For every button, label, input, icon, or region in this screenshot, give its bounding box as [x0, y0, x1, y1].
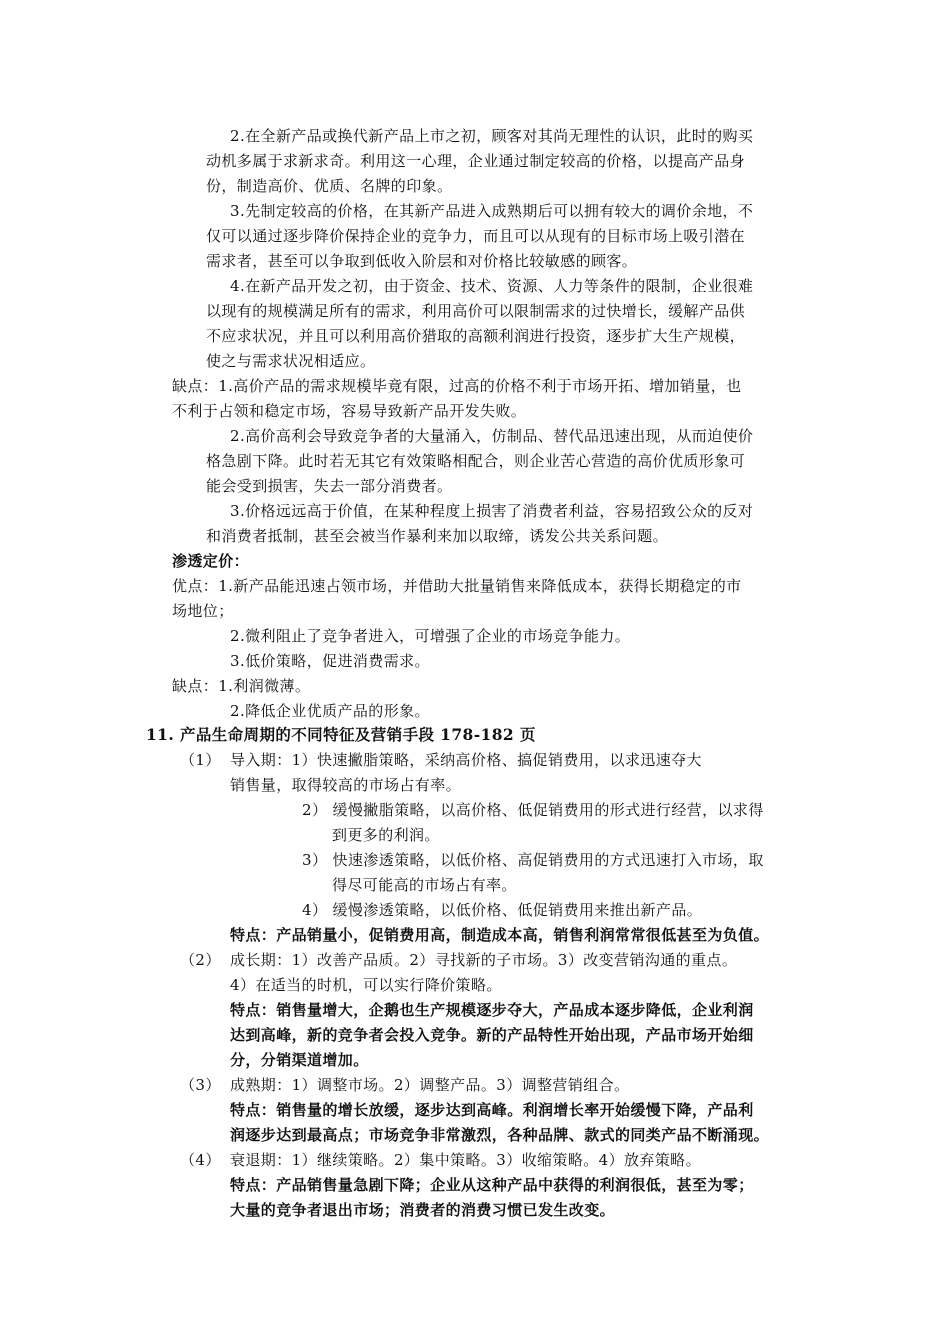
text-line: 2.微利阻止了竞争者进入，可增强了企业的市场竞争能力。 — [230, 627, 631, 645]
text-line: 到更多的利润。 — [332, 826, 440, 844]
text-line: 以现有的规模满足所有的需求，利用高价可以限制需求的过快增长，缓解产品供 — [206, 302, 746, 320]
section-heading: 11. 产品生命周期的不同特征及营销手段 178-182 页 — [146, 725, 536, 744]
text-line: 优点：1.新产品能迅速占领市场，并借助大批量销售来降低成本，获得长期稳定的市 — [172, 577, 742, 595]
text-line: 缺点：1.利润微薄。 — [172, 677, 311, 695]
text-line: 仅可以通过逐步降价保持企业的竞争力，而且可以从现有的目标市场上吸引潜在 — [206, 227, 746, 245]
list-marker: （2） — [180, 951, 221, 969]
text-line: 需求者，甚至可以争取到低收入阶层和对价格比较敏感的顾客。 — [206, 252, 638, 270]
text-line: 2） 缓慢撇脂策略，以高价格、低促销费用的形式进行经营，以求得 — [302, 801, 764, 819]
feature-line: 润逐步达到最高点；市场竞争非常激烈，各种品牌、款式的同类产品不断涌现。 — [230, 1126, 770, 1144]
text-line: 场地位； — [172, 602, 234, 620]
text-line: 成长期：1）改善产品质。2）寻找新的子市场。3）改变营销沟通的重点。 — [230, 951, 738, 969]
text-line: 2.降低企业优质产品的形象。 — [230, 702, 430, 720]
text-line: 衰退期：1）继续策略。2）集中策略。3）收缩策略。4）放弃策略。 — [230, 1151, 701, 1169]
feature-line: 大量的竞争者退出市场；消费者的消费习惯已发生改变。 — [230, 1201, 616, 1219]
text-line: 3.低价策略，促进消费需求。 — [230, 652, 430, 670]
list-marker: （1） — [180, 751, 221, 769]
section-heading: 渗透定价： — [172, 552, 250, 570]
text-line: 能会受到损害，失去一部分消费者。 — [206, 477, 453, 495]
text-line: 3） 快速渗透策略，以低价格、高促销费用的方式迅速打入市场，取 — [302, 851, 764, 869]
text-line: 使之与需求状况相适应。 — [206, 352, 376, 370]
text-line: 份，制造高价、优质、名牌的印象。 — [206, 177, 453, 195]
text-line: 4） 缓慢渗透策略，以低价格、低促销费用来推出新产品。 — [302, 901, 703, 919]
feature-line: 达到高峰，新的竞争者会投入竞争。新的产品特性开始出现，产品市场开始细 — [230, 1026, 754, 1044]
text-line: 4.在新产品开发之初，由于资金、技术、资源、人力等条件的限制，企业很难 — [230, 277, 754, 295]
text-line: 2.在全新产品或换代新产品上市之初，顾客对其尚无理性的认识，此时的购买 — [230, 127, 754, 145]
text-line: 2.高价高利会导致竞争者的大量涌入，仿制品、替代品迅速出现，从而迫使价 — [230, 427, 754, 445]
feature-line: 特点：销售量的增长放缓，逐步达到高峰。利润增长率开始缓慢下降，产品利 — [230, 1101, 754, 1119]
text-line: 不应求状况，并且可以利用高价猎取的高额利润进行投资，逐步扩大生产规模， — [206, 327, 746, 345]
text-line: 销售量，取得较高的市场占有率。 — [230, 776, 462, 794]
list-marker: （4） — [180, 1151, 221, 1169]
feature-line: 特点：产品销量小，促销费用高，制造成本高，销售利润常常很低甚至为负值。 — [230, 926, 770, 944]
feature-line: 特点：产品销售量急剧下降；企业从这种产品中获得的利润很低，甚至为零； — [230, 1176, 754, 1194]
text-line: 成熟期：1）调整市场。2）调整产品。3）调整营销组合。 — [230, 1076, 630, 1094]
text-line: 得尽可能高的市场占有率。 — [332, 876, 517, 894]
text-line: 不利于占领和稳定市场，容易导致新产品开发失败。 — [172, 402, 527, 420]
text-line: 导入期：1）快速撇脂策略，采纳高价格、搞促销费用，以求迅速夺大 — [230, 751, 702, 769]
text-line: 4）在适当的时机，可以实行降价策略。 — [230, 976, 502, 994]
text-line: 动机多属于求新求奇。利用这一心理，企业通过制定较高的价格，以提高产品身 — [206, 152, 746, 170]
text-line: 缺点：1.高价产品的需求规模毕竟有限，过高的价格不利于市场开拓、增加销量，也 — [172, 377, 742, 395]
feature-line: 分，分销渠道增加。 — [230, 1051, 369, 1069]
list-marker: （3） — [180, 1076, 221, 1094]
text-line: 3.价格远远高于价值，在某种程度上损害了消费者利益，容易招致公众的反对 — [230, 502, 754, 520]
feature-line: 特点：销售量增大，企鹅也生产规模逐步夺大，产品成本逐步降低，企业利润 — [230, 1001, 754, 1019]
text-line: 和消费者抵制，甚至会被当作暴利来加以取缔，诱发公共关系问题。 — [206, 527, 669, 545]
text-line: 格急剧下降。此时若无其它有效策略相配合，则企业苦心营造的高价优质形象可 — [206, 452, 746, 470]
text-line: 3.先制定较高的价格，在其新产品进入成熟期后可以拥有较大的调价余地，不 — [230, 202, 754, 220]
